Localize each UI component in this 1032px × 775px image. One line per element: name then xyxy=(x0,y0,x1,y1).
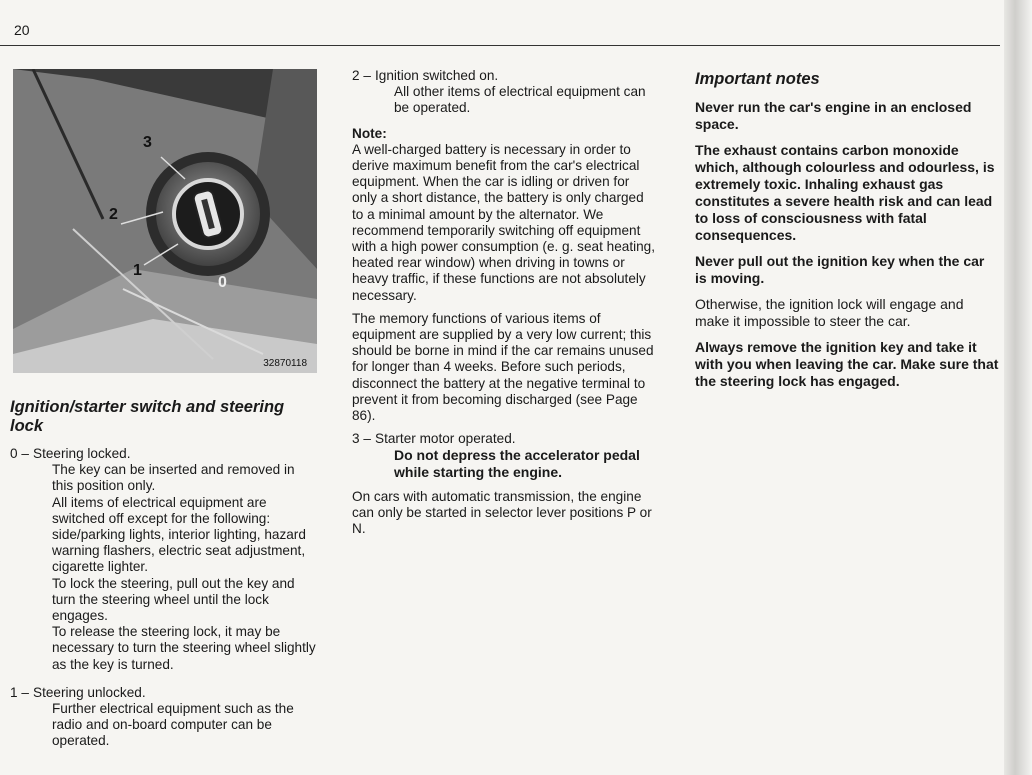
item-text: All other items of electrical equipment can be operated. xyxy=(394,84,646,116)
position-3-item xyxy=(352,431,657,480)
item-title: Starter motor operated. xyxy=(375,431,516,447)
position-label-3: 3 xyxy=(143,134,152,151)
position-2-item xyxy=(352,68,657,117)
position-label-1: 1 xyxy=(133,262,142,279)
position-1-item xyxy=(10,685,316,750)
note-label: Note: xyxy=(352,125,387,141)
important-notes-title: Important notes xyxy=(695,70,820,88)
page-number: 20 xyxy=(14,22,30,38)
right-column xyxy=(695,70,999,399)
position-0-item xyxy=(10,446,316,673)
warning-paragraph: The exhaust contains carbon monoxide which, although colourless and odourless, is extremely toxic. Inhaling exhaust gas constitutes a severe health risk and can lead to loss of consciousness with fatal consequences. xyxy=(695,142,995,243)
page-edge xyxy=(1004,0,1032,775)
photo-code: 32870118 xyxy=(263,358,307,369)
memory-text: The memory functions of various items of equipment are supplied by a very low current; this should be borne in mind if the car remains unused for longer than 4 weeks. Before such periods, disconnect the battery at the negative terminal to prevent it from becoming discharged (see Page 86). xyxy=(352,310,654,424)
item-number: 2 – xyxy=(352,68,371,83)
item-title: Steering locked. xyxy=(33,446,131,461)
item-number: 3 – xyxy=(352,431,371,447)
automatic-transmission-text: On cars with automatic transmission, the engine can only be started in selector lever positions P or N. xyxy=(352,488,652,537)
ignition-switch-illustration xyxy=(13,69,317,373)
ignition-switch-photo xyxy=(13,69,317,373)
item-number: 0 – xyxy=(10,446,29,461)
item-line: Further electrical equipment such as the radio and on-board computer can be operated. xyxy=(52,701,294,749)
item-line: All items of electrical equipment are switched off except for the following: side/parking lights, interior lighting, hazard warning flashers, electric seat adjustment, cigarette lighter. xyxy=(52,494,306,575)
item-line: The key can be inserted and removed in this position only. xyxy=(52,462,295,494)
header-rule xyxy=(0,45,1000,46)
warning-paragraph: Always remove the ignition key and take it with you when leaving the car. Make sure that the steering lock has engaged. xyxy=(695,339,999,389)
item-line: To lock the steering, pull out the key and turn the steering wheel until the lock engages. xyxy=(52,575,295,624)
left-column xyxy=(10,398,316,750)
item-title: Steering unlocked. xyxy=(33,684,146,700)
item-title: Ignition switched on. xyxy=(375,68,499,83)
item-line: To release the steering lock, it may be necessary to turn the steering wheel slightly as the key is turned. xyxy=(52,624,316,672)
item-number: 1 – xyxy=(10,684,29,700)
section-heading: Ignition/starter switch and steering lock xyxy=(10,398,285,435)
position-label-2: 2 xyxy=(109,206,118,223)
item-text: Do not depress the accelerator pedal while starting the engine. xyxy=(394,447,640,480)
middle-column xyxy=(352,68,657,544)
position-label-0: 0 xyxy=(218,274,227,291)
warning-paragraph: Never pull out the ignition key when the car is moving. xyxy=(695,253,985,286)
warning-paragraph: Never run the car's engine in an enclosed space. xyxy=(695,99,972,132)
note-text: A well-charged battery is necessary in order to derive maximum benefit from the car's electrical equipment. When the car is idling or driven for only a short distance, the battery is only charged to a minimal amount by the alternator. We recommend temporarily switching off equipment with a high power consumption (e. g. seat heating, heated rear window) when driving in towns or heavy traffic, if these functions are not absolutely necessary. xyxy=(352,141,656,303)
info-paragraph: Otherwise, the ignition lock will engage and make it impossible to steer the car. xyxy=(695,296,964,329)
